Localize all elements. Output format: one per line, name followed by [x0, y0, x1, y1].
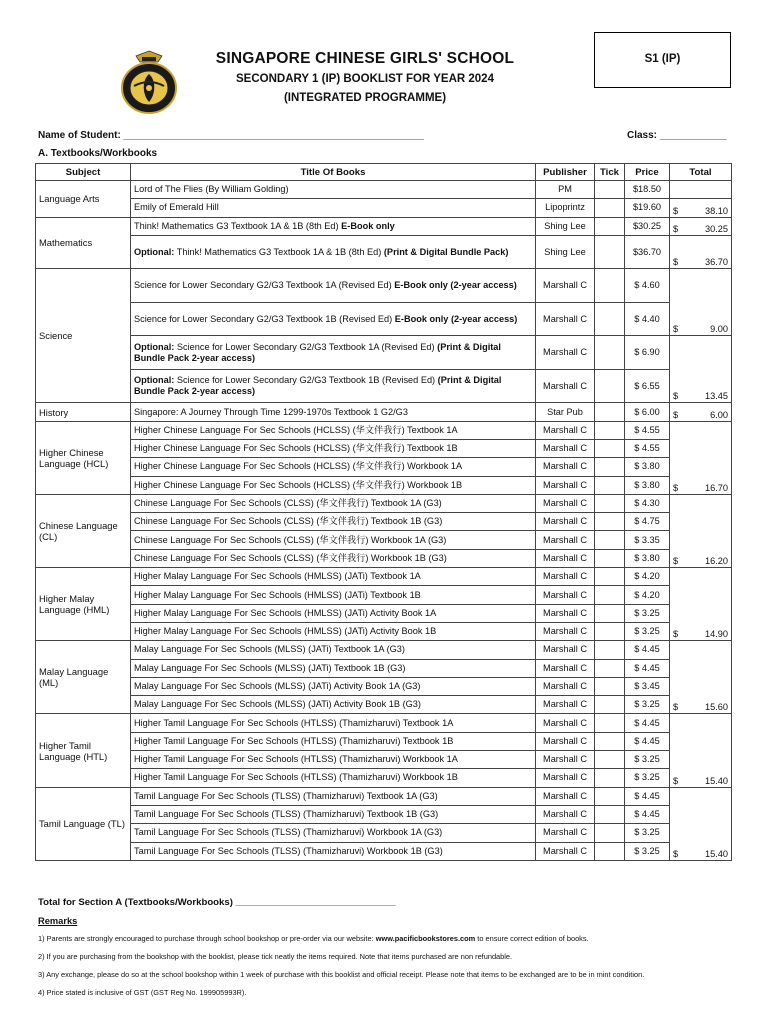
tick-checkbox[interactable] — [595, 732, 625, 750]
total-cell — [670, 787, 732, 860]
total-amount — [673, 849, 728, 860]
tick-checkbox[interactable] — [595, 568, 625, 586]
price-cell: $ 4.55 — [625, 421, 670, 439]
total-value: 14.90 — [705, 629, 728, 640]
tick-checkbox[interactable] — [595, 659, 625, 677]
total-cell — [670, 199, 732, 217]
book-title: Higher Malay Language For Sec Schools (HMLSS) (JATi) Textbook 1B — [134, 589, 421, 600]
remark-4: 4) Price stated is inclusive of GST (GST Reg No. 199905993R). — [38, 988, 247, 997]
book-title: Science for Lower Secondary G2/G3 Textbook 1A (Revised Ed) — [134, 280, 395, 291]
tick-checkbox[interactable] — [595, 677, 625, 695]
dollar-sign: $ — [673, 391, 679, 402]
table-row — [36, 732, 732, 750]
price-cell: $ 4.55 — [625, 439, 670, 457]
book-title-cell — [131, 805, 536, 823]
price-cell: $ 3.25 — [625, 769, 670, 787]
table-row — [36, 604, 732, 622]
table-row — [36, 458, 732, 476]
table-row — [36, 568, 732, 586]
tick-checkbox[interactable] — [595, 421, 625, 439]
total-cell — [670, 403, 732, 421]
book-title: Malay Language For Sec Schools (MLSS) (JATi) Textbook 1A (G3) — [134, 644, 405, 655]
publisher-cell: Marshall C — [536, 336, 595, 370]
table-row — [36, 641, 732, 659]
tick-checkbox[interactable] — [595, 805, 625, 823]
price-cell: $18.50 — [625, 181, 670, 199]
book-title: Chinese Language For Sec Schools (CLSS) (华文伴我行) Textbook 1B (G3) — [134, 516, 443, 527]
book-title: Higher Chinese Language For Sec Schools (HCLSS) (华文伴我行) Workbook 1A — [134, 461, 463, 472]
table-row — [36, 714, 732, 732]
optional-label: Optional: — [134, 375, 175, 386]
school-name: SINGAPORE CHINESE GIRLS' SCHOOL — [215, 50, 515, 67]
table-row — [36, 421, 732, 439]
book-title-cell — [131, 369, 536, 403]
dollar-sign: $ — [673, 848, 679, 859]
book-title: Higher Tamil Language For Sec Schools (HTLSS) (Thamizharuvi) Workbook 1A — [134, 754, 458, 765]
publisher-cell: Marshall C — [536, 732, 595, 750]
total-amount — [673, 324, 728, 335]
book-title-cell — [131, 494, 536, 512]
tick-checkbox[interactable] — [595, 513, 625, 531]
publisher-cell: Marshall C — [536, 769, 595, 787]
total-value: 36.70 — [705, 257, 728, 268]
total-amount — [673, 391, 728, 402]
table-row — [36, 531, 732, 549]
total-cell — [670, 235, 732, 269]
remark-2: 2) If you are purchasing from the bookshop with the booklist, please tick neatly the items required. Note that items purchased are non refundable. — [38, 952, 513, 961]
publisher-cell: Marshall C — [536, 751, 595, 769]
book-title: Science for Lower Secondary G2/G3 Textbook 1A (Revised Ed) — [174, 341, 438, 352]
book-title-cell — [131, 604, 536, 622]
subject-cell: History — [36, 403, 131, 421]
publisher-cell: Marshall C — [536, 714, 595, 732]
publisher-cell: Marshall C — [536, 787, 595, 805]
table-row — [36, 805, 732, 823]
table-row — [36, 217, 732, 235]
tick-checkbox[interactable] — [595, 181, 625, 199]
dollar-sign: $ — [673, 257, 679, 268]
book-title-cell — [131, 677, 536, 695]
total-cell — [670, 217, 732, 235]
total-amount — [673, 483, 728, 494]
price-cell: $ 3.25 — [625, 604, 670, 622]
dollar-sign: $ — [673, 205, 679, 216]
dollar-sign: $ — [673, 482, 679, 493]
publisher-cell: Marshall C — [536, 458, 595, 476]
table-row — [36, 494, 732, 512]
book-title: Chinese Language For Sec Schools (CLSS) (华文伴我行) Textbook 1A (G3) — [134, 498, 442, 509]
book-title: Chinese Language For Sec Schools (CLSS) (华文伴我行) Workbook 1A (G3) — [134, 534, 447, 545]
publisher-cell: Marshall C — [536, 269, 595, 303]
price-cell: $ 4.40 — [625, 302, 670, 336]
book-title-cell — [131, 181, 536, 199]
tick-checkbox[interactable] — [595, 369, 625, 403]
table-row — [36, 769, 732, 787]
book-title-cell — [131, 787, 536, 805]
price-cell: $19.60 — [625, 199, 670, 217]
tick-checkbox[interactable] — [595, 199, 625, 217]
total-amount — [673, 776, 728, 787]
price-cell: $ 4.45 — [625, 641, 670, 659]
price-cell: $ 4.45 — [625, 659, 670, 677]
table-row — [36, 513, 732, 531]
book-title: Higher Malay Language For Sec Schools (HMLSS) (JATi) Activity Book 1A — [134, 607, 437, 618]
publisher-cell: Marshall C — [536, 622, 595, 640]
tick-checkbox[interactable] — [595, 549, 625, 567]
student-name-field[interactable]: Name of Student: ______________________________________________________ — [38, 130, 424, 141]
book-title-cell — [131, 568, 536, 586]
publisher-cell: Shing Lee — [536, 217, 595, 235]
total-section-a: Total for Section A (Textbooks/Workbooks) ______________________________ — [38, 897, 396, 908]
booklist-title: SECONDARY 1 (IP) BOOKLIST FOR YEAR 2024 — [236, 73, 494, 85]
tick-checkbox[interactable] — [595, 824, 625, 842]
book-title-cell — [131, 842, 536, 860]
tick-checkbox[interactable] — [595, 403, 625, 421]
table-header-row — [36, 164, 732, 181]
dollar-sign: $ — [673, 775, 679, 786]
book-title-cell — [131, 622, 536, 640]
class-code: S1 (IP) — [644, 53, 681, 65]
dollar-sign: $ — [673, 409, 679, 420]
price-cell: $ 3.45 — [625, 677, 670, 695]
book-title-cell — [131, 217, 536, 235]
book-title-cell — [131, 235, 536, 269]
table-row — [36, 199, 732, 217]
price-cell: $ 6.90 — [625, 336, 670, 370]
remark-1-text: 1) Parents are strongly encouraged to purchase through school bookshop or pre-order via our website: — [38, 934, 376, 943]
publisher-cell: Marshall C — [536, 513, 595, 531]
dollar-sign: $ — [673, 324, 679, 335]
book-title: Higher Malay Language For Sec Schools (HMLSS) (JATi) Activity Book 1B — [134, 626, 437, 637]
col-header-title: Title Of Books — [131, 164, 536, 181]
total-amount — [673, 206, 728, 217]
book-title: Higher Tamil Language For Sec Schools (HTLSS) (Thamizharuvi) Textbook 1A — [134, 717, 454, 728]
book-format-label: (Print & Digital Bundle Pack 2-year access) — [134, 375, 502, 397]
subject-cell: Tamil Language (TL) — [36, 787, 131, 860]
publisher-cell: Marshall C — [536, 476, 595, 494]
programme-title: (INTEGRATED PROGRAMME) — [283, 92, 447, 104]
publisher-cell: Marshall C — [536, 604, 595, 622]
book-title-cell — [131, 659, 536, 677]
booklist-table — [35, 163, 732, 861]
price-cell: $ 3.80 — [625, 458, 670, 476]
publisher-cell: Marshall C — [536, 805, 595, 823]
book-title: Think! Mathematics G3 Textbook 1A & 1B (8th Ed) — [174, 246, 384, 257]
total-amount — [673, 556, 728, 567]
col-header-tick: Tick — [595, 164, 625, 181]
total-amount — [673, 702, 728, 713]
table-row — [36, 269, 732, 303]
price-cell: $ 4.30 — [625, 494, 670, 512]
book-title-cell — [131, 732, 536, 750]
book-format-label: E-Book only (2-year access) — [394, 313, 518, 324]
book-title: Science for Lower Secondary G2/G3 Textbook 1B (Revised Ed) — [134, 313, 395, 324]
book-title-cell — [131, 476, 536, 494]
subject-cell: Chinese Language (CL) — [36, 494, 131, 567]
table-row — [36, 439, 732, 457]
remark-1 — [38, 934, 738, 943]
col-header-total: Total — [670, 164, 732, 181]
subject-cell: Higher Chinese Language (HCL) — [36, 421, 131, 494]
publisher-cell: Marshall C — [536, 641, 595, 659]
publisher-cell: Marshall C — [536, 842, 595, 860]
book-title: Think! Mathematics G3 Textbook 1A & 1B (8th Ed) — [134, 220, 342, 231]
table-row — [36, 696, 732, 714]
book-title-cell — [131, 824, 536, 842]
tick-checkbox[interactable] — [595, 787, 625, 805]
school-crest-logo — [118, 48, 180, 116]
book-title-cell — [131, 336, 536, 370]
tick-checkbox[interactable] — [595, 336, 625, 370]
book-format-label: (Print & Digital Bundle Pack 2-year access) — [134, 341, 501, 363]
dollar-sign: $ — [673, 223, 679, 234]
book-title-cell — [131, 403, 536, 421]
tick-checkbox[interactable] — [595, 458, 625, 476]
publisher-cell: Marshall C — [536, 369, 595, 403]
subject-cell: Mathematics — [36, 217, 131, 269]
table-row — [36, 403, 732, 421]
tick-checkbox[interactable] — [595, 217, 625, 235]
total-amount — [673, 257, 728, 268]
table-row — [36, 659, 732, 677]
publisher-cell: Marshall C — [536, 586, 595, 604]
subject-cell: Higher Malay Language (HML) — [36, 568, 131, 641]
book-title: Singapore: A Journey Through Time 1299-1970s Textbook 1 G2/G3 — [134, 406, 408, 417]
table-row — [36, 842, 732, 860]
price-cell: $ 6.55 — [625, 369, 670, 403]
optional-label: Optional: — [134, 246, 175, 257]
subject-cell: Higher Tamil Language (HTL) — [36, 714, 131, 787]
table-row — [36, 336, 732, 370]
table-row — [36, 181, 732, 199]
tick-checkbox[interactable] — [595, 235, 625, 269]
tick-checkbox[interactable] — [595, 586, 625, 604]
price-cell: $ 4.75 — [625, 513, 670, 531]
publisher-cell: Marshall C — [536, 439, 595, 457]
book-title: Tamil Language For Sec Schools (TLSS) (Thamizharuvi) Workbook 1A (G3) — [134, 827, 443, 838]
book-title: Tamil Language For Sec Schools (TLSS) (Thamizharuvi) Workbook 1B (G3) — [134, 845, 443, 856]
book-title: Malay Language For Sec Schools (MLSS) (JATi) Activity Book 1A (G3) — [134, 680, 421, 691]
book-format-label: E-Book only (2-year access) — [394, 280, 517, 291]
price-cell: $ 3.25 — [625, 842, 670, 860]
publisher-cell: Shing Lee — [536, 235, 595, 269]
price-cell: $ 4.60 — [625, 269, 670, 303]
table-row — [36, 677, 732, 695]
tick-checkbox[interactable] — [595, 269, 625, 303]
total-cell — [670, 641, 732, 714]
tick-checkbox[interactable] — [595, 302, 625, 336]
remarks-heading: Remarks — [38, 916, 78, 926]
book-title-cell — [131, 302, 536, 336]
publisher-cell: Marshall C — [536, 824, 595, 842]
price-cell: $ 4.45 — [625, 732, 670, 750]
book-title: Chinese Language For Sec Schools (CLSS) (华文伴我行) Workbook 1B (G3) — [134, 552, 447, 563]
book-title: Tamil Language For Sec Schools (TLSS) (Thamizharuvi) Textbook 1A (G3) — [134, 790, 438, 801]
price-cell: $ 3.25 — [625, 696, 670, 714]
publisher-cell: Marshall C — [536, 549, 595, 567]
publisher-cell: Marshall C — [536, 531, 595, 549]
book-title-cell — [131, 513, 536, 531]
total-value: 16.20 — [705, 556, 728, 567]
publisher-cell: Marshall C — [536, 659, 595, 677]
price-cell: $ 4.20 — [625, 568, 670, 586]
tick-checkbox[interactable] — [595, 494, 625, 512]
total-cell — [670, 181, 732, 199]
publisher-cell: Lipoprintz — [536, 199, 595, 217]
total-value: 6.00 — [710, 409, 728, 420]
book-title: Lord of The Flies (By William Golding) — [134, 184, 289, 195]
book-title: Malay Language For Sec Schools (MLSS) (JATi) Activity Book 1B (G3) — [134, 699, 421, 710]
price-cell: $36.70 — [625, 235, 670, 269]
price-cell: $30.25 — [625, 217, 670, 235]
table-row — [36, 586, 732, 604]
total-cell — [670, 336, 732, 403]
col-header-subject: Subject — [36, 164, 131, 181]
subject-cell: Language Arts — [36, 181, 131, 218]
class-field[interactable]: Class: ____________ — [627, 130, 727, 141]
book-title-cell — [131, 439, 536, 457]
publisher-cell: Marshall C — [536, 421, 595, 439]
booklist-body — [36, 181, 732, 861]
bookstore-link[interactable]: www.pacificbookstores.com — [375, 934, 476, 943]
optional-label: Optional: — [134, 341, 175, 352]
book-title-cell — [131, 641, 536, 659]
subject-cell: Malay Language (ML) — [36, 641, 131, 714]
remark-1-end: to ensure correct edition of books. — [475, 934, 589, 943]
table-row — [36, 549, 732, 567]
book-title: Higher Tamil Language For Sec Schools (HTLSS) (Thamizharuvi) Textbook 1B — [134, 735, 454, 746]
total-amount — [673, 629, 728, 640]
table-row — [36, 235, 732, 269]
total-value: 15.60 — [705, 702, 728, 713]
total-value: 38.10 — [705, 205, 728, 216]
book-format-label: (Print & Digital Bundle Pack) — [383, 246, 509, 257]
price-cell: $ 4.45 — [625, 805, 670, 823]
book-title: Emily of Emerald Hill — [134, 202, 219, 213]
table-row — [36, 824, 732, 842]
publisher-cell: Marshall C — [536, 494, 595, 512]
book-title-cell — [131, 751, 536, 769]
tick-checkbox[interactable] — [595, 842, 625, 860]
book-title-cell — [131, 769, 536, 787]
total-value: 30.25 — [705, 223, 728, 234]
price-cell: $ 4.20 — [625, 586, 670, 604]
book-title: Tamil Language For Sec Schools (TLSS) (Thamizharuvi) Textbook 1B (G3) — [134, 809, 439, 820]
price-cell: $ 3.25 — [625, 751, 670, 769]
table-row — [36, 622, 732, 640]
book-title: Higher Chinese Language For Sec Schools (HCLSS) (华文伴我行) Textbook 1B — [134, 443, 458, 454]
book-title: Science for Lower Secondary G2/G3 Textbook 1B (Revised Ed) — [174, 375, 438, 386]
dollar-sign: $ — [673, 629, 679, 640]
total-cell — [670, 421, 732, 494]
publisher-cell: PM — [536, 181, 595, 199]
table-row — [36, 476, 732, 494]
book-title: Higher Malay Language For Sec Schools (HMLSS) (JATi) Textbook 1A — [134, 571, 421, 582]
tick-checkbox[interactable] — [595, 604, 625, 622]
publisher-cell: Marshall C — [536, 677, 595, 695]
tick-checkbox[interactable] — [595, 531, 625, 549]
price-cell: $ 3.80 — [625, 476, 670, 494]
book-title-cell — [131, 269, 536, 303]
book-title-cell — [131, 531, 536, 549]
tick-checkbox[interactable] — [595, 769, 625, 787]
remark-3: 3) Any exchange, please do so at the school bookshop within 1 week of purchase with this booklist and official receipt. Please note that items to be exchanged are to be in mint condition. — [38, 970, 645, 979]
price-cell: $ 3.35 — [625, 531, 670, 549]
price-cell: $ 6.00 — [625, 403, 670, 421]
publisher-cell: Marshall C — [536, 302, 595, 336]
col-header-publisher: Publisher — [536, 164, 595, 181]
tick-checkbox[interactable] — [595, 714, 625, 732]
book-title-cell — [131, 458, 536, 476]
book-title-cell — [131, 714, 536, 732]
dollar-sign: $ — [673, 556, 679, 567]
total-amount — [673, 410, 728, 421]
publisher-cell: Star Pub — [536, 403, 595, 421]
tick-checkbox[interactable] — [595, 622, 625, 640]
book-title: Higher Chinese Language For Sec Schools (HCLSS) (华文伴我行) Workbook 1B — [134, 479, 463, 490]
price-cell: $ 3.80 — [625, 549, 670, 567]
book-title-cell — [131, 199, 536, 217]
publisher-cell: Marshall C — [536, 696, 595, 714]
total-value: 16.70 — [705, 482, 728, 493]
total-value: 15.40 — [705, 775, 728, 786]
book-title: Higher Tamil Language For Sec Schools (HTLSS) (Thamizharuvi) Workbook 1B — [134, 772, 458, 783]
price-cell: $ 4.45 — [625, 714, 670, 732]
tick-checkbox[interactable] — [595, 641, 625, 659]
book-title-cell — [131, 421, 536, 439]
table-row — [36, 787, 732, 805]
price-cell: $ 4.45 — [625, 787, 670, 805]
table-row — [36, 369, 732, 403]
total-cell — [670, 568, 732, 641]
price-cell: $ 3.25 — [625, 622, 670, 640]
class-code-box — [594, 32, 731, 88]
book-title: Higher Chinese Language For Sec Schools (HCLSS) (华文伴我行) Textbook 1A — [134, 424, 458, 435]
tick-checkbox[interactable] — [595, 696, 625, 714]
book-title-cell — [131, 586, 536, 604]
total-amount — [673, 224, 728, 235]
total-value: 15.40 — [705, 848, 728, 859]
book-title-cell — [131, 549, 536, 567]
table-row — [36, 751, 732, 769]
total-cell — [670, 494, 732, 567]
book-title-cell — [131, 696, 536, 714]
tick-checkbox[interactable] — [595, 439, 625, 457]
total-value: 13.45 — [705, 391, 728, 402]
table-row — [36, 302, 732, 336]
total-cell — [670, 714, 732, 787]
book-title: Malay Language For Sec Schools (MLSS) (JATi) Textbook 1B (G3) — [134, 662, 406, 673]
publisher-cell: Marshall C — [536, 568, 595, 586]
section-a-heading: A. Textbooks/Workbooks — [38, 148, 158, 159]
total-value: 9.00 — [710, 324, 728, 335]
total-cell — [670, 269, 732, 336]
col-header-price: Price — [625, 164, 670, 181]
subject-cell: Science — [36, 269, 131, 403]
tick-checkbox[interactable] — [595, 751, 625, 769]
price-cell: $ 3.25 — [625, 824, 670, 842]
book-format-label: E-Book only — [341, 220, 395, 231]
dollar-sign: $ — [673, 702, 679, 713]
tick-checkbox[interactable] — [595, 476, 625, 494]
